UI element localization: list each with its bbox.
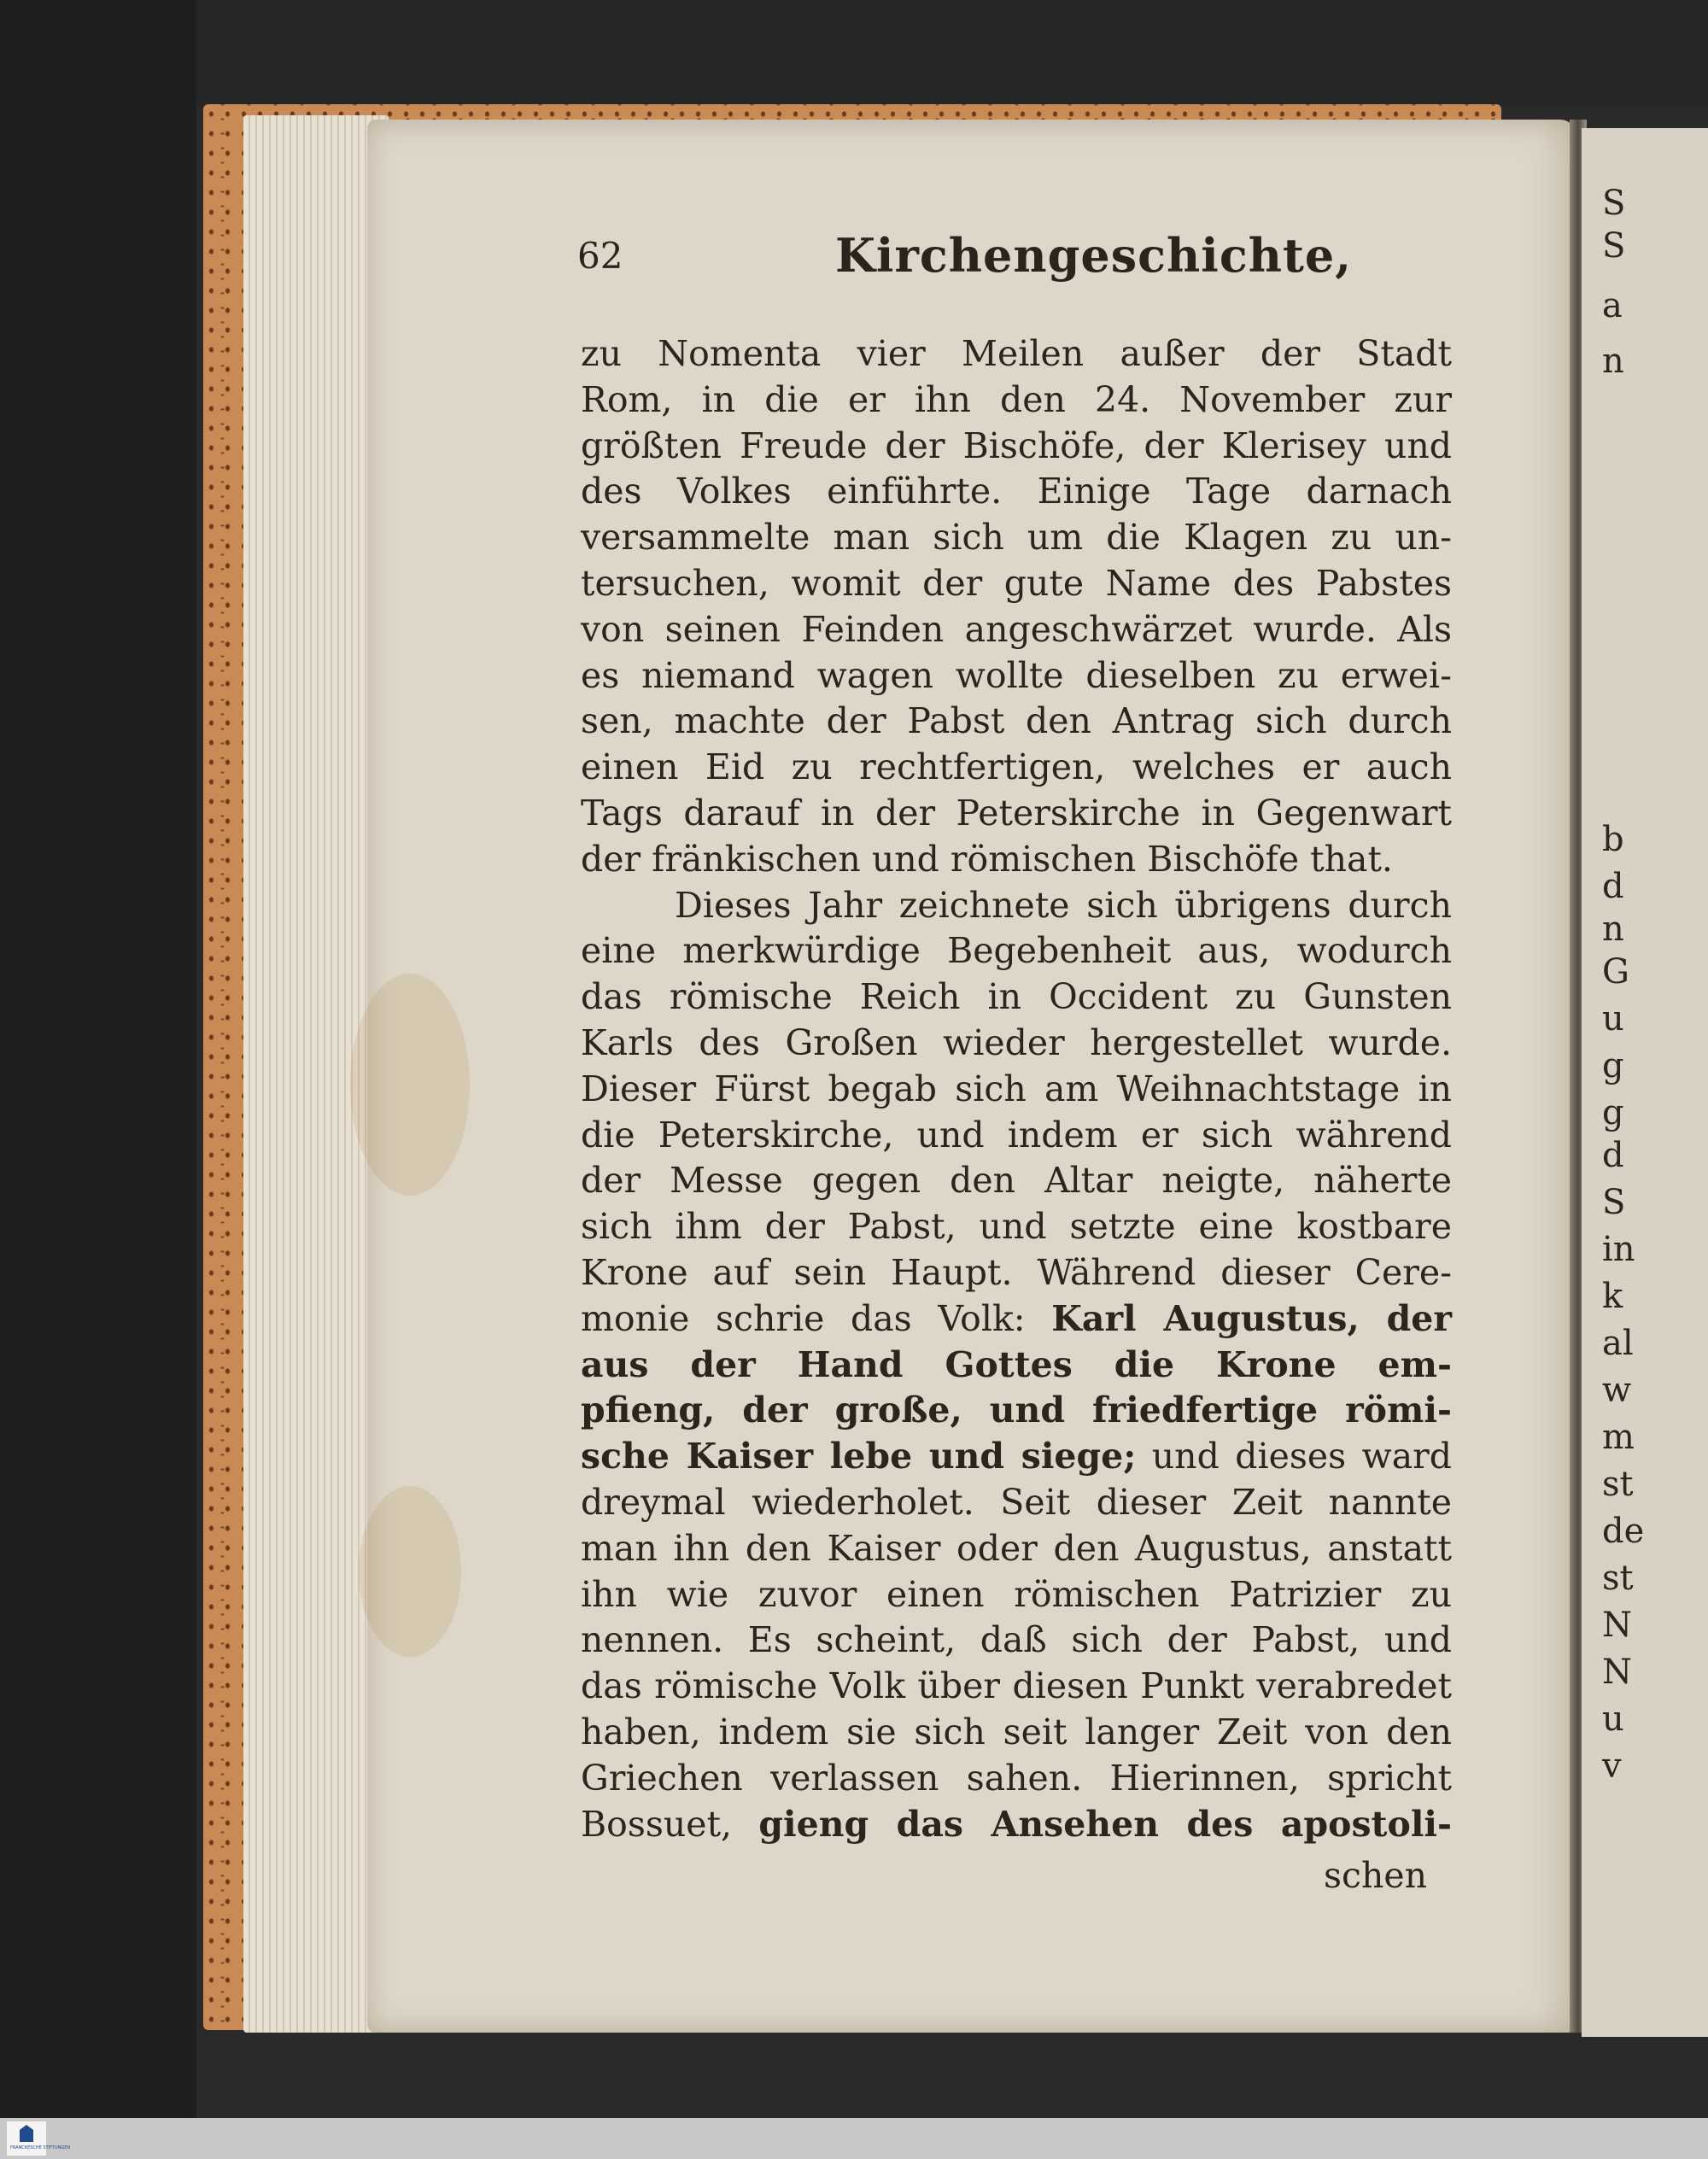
facing-page-text-fragment: N [1602,1606,1632,1645]
facing-page-text-fragment: u [1602,1700,1624,1739]
text-line: tersuchen, womit der gute Name des Pabstes [581,562,1452,604]
page-number: 62 [577,235,623,277]
running-title: Kirchengeschichte, [835,228,1353,283]
text-line: von seinen Feinden angeschwärzet wurde. Als [581,608,1452,650]
text-line: der Messe gegen den Altar neigte, näherte [581,1160,1452,1202]
text-line: des Volkes einführte. Einige Tage darnach [581,471,1452,512]
facing-page-text-fragment: m [1602,1418,1635,1457]
text-line: ihn wie zuvor einen römischen Patrizier zu [581,1573,1452,1615]
facing-page-text-fragment: S [1602,226,1626,266]
text-line-mixed [581,1434,1452,1480]
text-line: Karls des Großen wieder hergestellet wurde. [581,1021,1452,1063]
facing-page-text-fragment: d [1602,1136,1624,1175]
text-line: Krone auf sein Haupt. Während dieser Cere- [581,1251,1452,1293]
text-line: größten Freude der Bischöfe, der Klerisey und [581,424,1452,466]
text-line: nennen. Es scheint, daß sich der Pabst, und [581,1619,1452,1661]
text-line: eine merkwürdige Begebenheit aus, wodurch [581,930,1452,972]
institution-logo[interactable] [7,2121,71,2156]
backdrop-left [0,0,196,2118]
text-plain: monie schrie das Volk: [581,1297,1026,1339]
text-line-mixed [581,1296,1452,1343]
text-bold: Karl Augustus, der [1051,1297,1452,1339]
text-line: Dieser Fürst begab sich am Weihnachtstage in [581,1068,1452,1109]
text-plain: und dieses ward [1151,1436,1452,1477]
facing-page-fragment [1582,128,1708,2037]
text-line: Dieses Jahr zeichnete sich übrigens durch [675,884,1452,926]
text-line: das römische Reich in Occident zu Gunsten [581,976,1452,1018]
facing-page-text-fragment: u [1602,999,1624,1039]
facing-page-text-fragment: k [1602,1277,1623,1316]
text-line: haben, indem sie sich seit langer Zeit von den [581,1711,1452,1752]
facing-page-text-fragment: de [1602,1512,1645,1551]
text-bold: gieng das Ansehen des apostoli- [758,1803,1452,1845]
facing-page-text-fragment: w [1602,1371,1632,1410]
text-line: sich ihm der Pabst, und setzte eine kostbare [581,1206,1452,1248]
text-line: Griechen verlassen sahen. Hierinnen, spricht [581,1757,1452,1799]
page-stain [359,1486,461,1657]
page-header [577,228,1431,295]
text-line: der fränkischen und römischen Bischöfe that. [581,838,1393,880]
text-line: sen, machte der Pabst den Antrag sich durch [581,700,1452,742]
facing-page-text-fragment: S [1602,1183,1626,1222]
facing-page-text-fragment: G [1602,952,1629,992]
facing-page-text-fragment: S [1602,184,1626,223]
logo-text: FRANCKESCHE STIFTUNGEN [10,2145,71,2150]
text-line: einen Eid zu rechtfertigen, welches er auch [581,746,1452,788]
text-line: zu Nomenta vier Meilen außer der Stadt [581,333,1452,374]
text-line: das römische Volk über diesen Punkt verabredet [581,1665,1452,1707]
facing-page-text-fragment: b [1602,820,1624,859]
text-line-mixed [581,1802,1452,1848]
facing-page-text-fragment: a [1602,286,1623,325]
viewer-footer-bar [0,2118,1708,2159]
text-line: es niemand wagen wollte dieselben zu erwei- [581,654,1452,696]
text-line: Tags darauf in der Peterskirche in Gegenwart [581,792,1452,834]
text-plain: Bossuet, [581,1803,733,1845]
facing-page-text-fragment: al [1602,1324,1634,1363]
facing-page-text-fragment: n [1602,342,1624,381]
facing-page-text-fragment: in [1602,1230,1635,1269]
facing-page-text-fragment: N [1602,1653,1632,1692]
text-line: die Peterskirche, und indem er sich während [581,1114,1452,1156]
text-line: versammelte man sich um die Klagen zu un- [581,517,1452,559]
backdrop-top [0,0,1708,107]
text-line-bold: pfieng, der große, und friedfertige römi- [581,1390,1452,1431]
text-line: man ihn den Kaiser oder den Augustus, anstatt [581,1527,1452,1569]
facing-page-text-fragment: st [1602,1559,1634,1598]
body-text [581,331,1452,1847]
facing-page-text-fragment: g [1602,1093,1624,1132]
facing-page-text-fragment: g [1602,1046,1624,1085]
catchword: schen [1324,1855,1428,1896]
facing-page-text-fragment: st [1602,1465,1634,1504]
facing-page-text-fragment: d [1602,867,1624,906]
facing-page-text-fragment: v [1602,1747,1622,1786]
text-line: Rom, in die er ihn den 24. November zur [581,378,1452,420]
text-line: dreymal wiederholet. Seit dieser Zeit nannte [581,1481,1452,1523]
text-line-bold: aus der Hand Gottes die Krone em- [581,1343,1452,1385]
facing-page-text-fragment: n [1602,910,1624,949]
text-bold: sche Kaiser lebe und siege; [581,1436,1137,1477]
page-stain [350,974,470,1196]
